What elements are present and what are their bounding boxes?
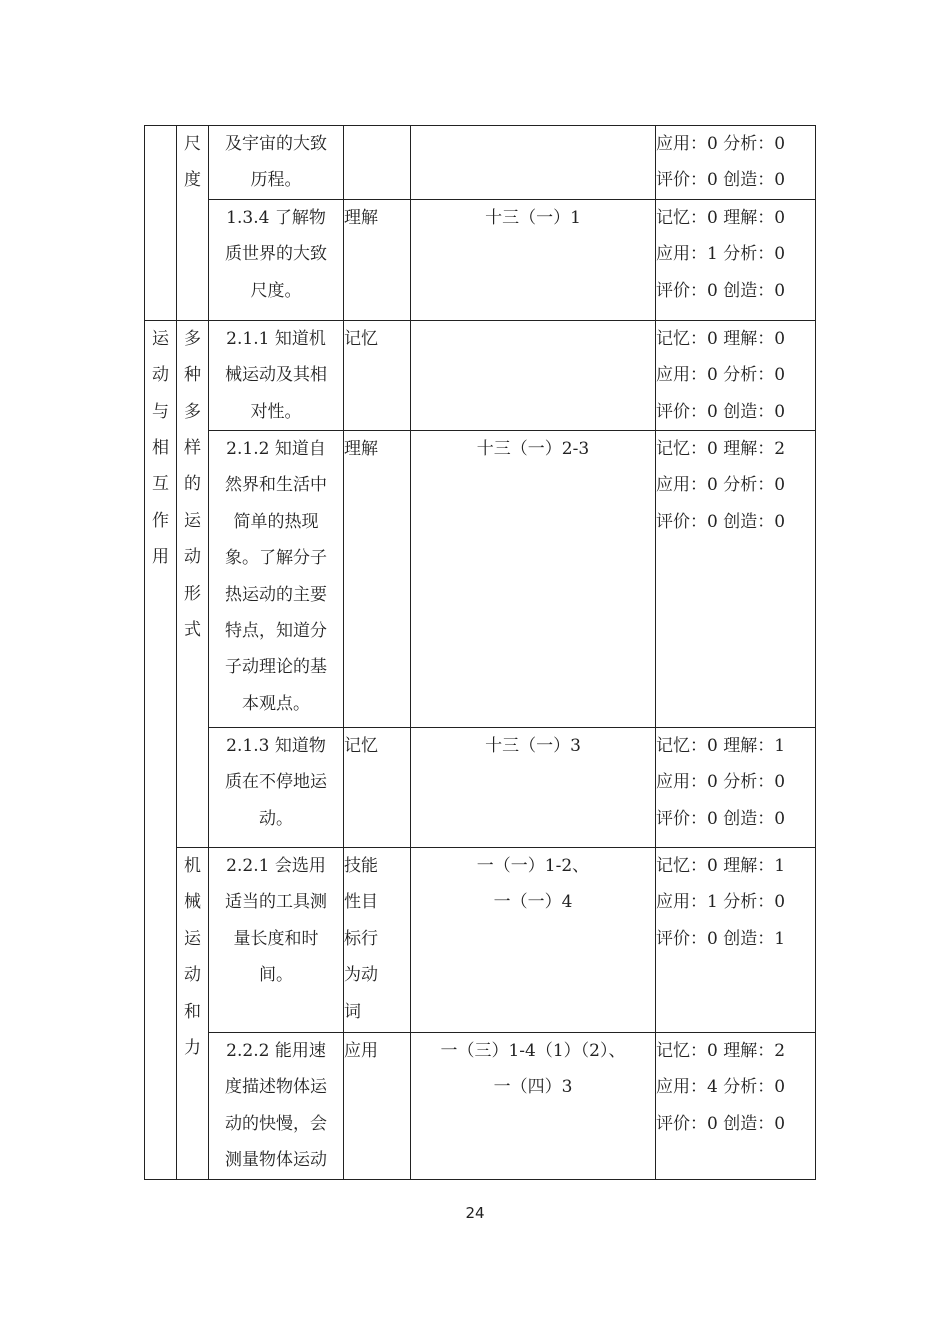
- cell-line: 尺: [184, 134, 201, 154]
- cell-line: 和: [184, 1001, 201, 1022]
- cell-line: 应用：0 分析：0: [656, 772, 786, 793]
- cell-line: 力: [184, 1038, 201, 1059]
- verb-cell: [344, 431, 411, 728]
- cell-line: 然界和生活中: [225, 475, 327, 496]
- cell-line: 质在不停地运: [225, 772, 327, 793]
- cell-line: 本观点。: [242, 693, 310, 714]
- cell-line: 械运动及其相: [225, 365, 327, 386]
- cell-line: 动的快慢，会: [225, 1113, 327, 1134]
- cell-line: 记忆：0 理解：2: [656, 439, 786, 460]
- standard-cell: [209, 728, 344, 848]
- cell-line: 多: [184, 401, 201, 422]
- cell-line: 一（一）4: [493, 892, 573, 913]
- table-row: [145, 320, 816, 430]
- cell-line: 互: [152, 474, 169, 495]
- cell-line: 的: [184, 474, 201, 495]
- verb-cell: [344, 320, 411, 430]
- cell-line: 应用：0 分析：0: [656, 365, 786, 386]
- cell-line: 1.3.4 了解物: [226, 207, 326, 228]
- cell-line: 式: [184, 620, 201, 641]
- cell-line: 应用: [344, 1041, 378, 1062]
- items-cell: [411, 728, 656, 848]
- cell-line: 评价：0 创造：0: [656, 401, 786, 422]
- cell-line: 为动: [344, 965, 378, 986]
- cell-line: 尺度。: [250, 280, 302, 301]
- cell-line: 十三（一）1: [485, 207, 581, 228]
- cell-line: 动: [152, 365, 169, 386]
- standard-cell: [209, 848, 344, 1033]
- cell-line: 样: [184, 438, 201, 459]
- cell-line: 2.2.1 会选用: [226, 856, 326, 877]
- cell-line: 形: [184, 583, 201, 604]
- standard-cell: [209, 431, 344, 728]
- cell-line: 一（四）3: [493, 1077, 573, 1098]
- cell-line: 动。: [259, 808, 293, 829]
- standard-cell: [209, 199, 344, 320]
- items-cell: [411, 848, 656, 1033]
- items-cell: [411, 431, 656, 728]
- table-row: [145, 728, 816, 848]
- cell-line: 运: [184, 928, 201, 949]
- evaluation-cell: [656, 848, 816, 1033]
- items-cell: [411, 320, 656, 430]
- cell-line: 十三（一）2-3: [476, 439, 590, 460]
- cell-line: 记忆：0 理解：1: [656, 736, 786, 757]
- table-row: [145, 848, 816, 1033]
- items-cell: [411, 126, 656, 200]
- cell-line: 象。了解分子: [225, 548, 327, 569]
- cell-line: 机: [184, 856, 201, 877]
- category-l1-cell: [145, 126, 177, 321]
- cell-line: 记忆: [344, 736, 378, 757]
- cell-line: 特点，知道分: [225, 621, 327, 642]
- items-cell: [411, 1033, 656, 1180]
- cell-line: 量长度和时: [233, 928, 319, 949]
- cell-line: 运: [152, 328, 169, 349]
- cell-line: 相: [152, 438, 169, 459]
- cell-line: 记忆: [344, 328, 378, 349]
- cell-line: 历程。: [250, 170, 302, 191]
- cell-line: 动: [184, 547, 201, 568]
- page-number: 24: [465, 1204, 485, 1222]
- cell-line: 及宇宙的大致: [225, 134, 327, 154]
- cell-line: 评价：0 创造：0: [656, 170, 786, 191]
- cell-line: 记忆：0 理解：0: [656, 207, 786, 228]
- cell-line: 记忆：0 理解：0: [656, 328, 786, 349]
- cell-line: 应用：0 分析：0: [656, 475, 786, 496]
- cell-line: 度描述物体运: [225, 1077, 327, 1098]
- cell-line: 测量物体运动: [225, 1150, 327, 1171]
- cell-line: 技能: [344, 856, 378, 877]
- evaluation-cell: [656, 320, 816, 430]
- cell-line: 一（三）1-4（1）（2）、: [440, 1041, 626, 1062]
- cell-line: 运: [184, 510, 201, 531]
- cell-line: 2.2.2 能用速: [226, 1041, 326, 1062]
- cell-line: 对性。: [250, 401, 302, 422]
- cell-line: 记忆：0 理解：1: [656, 856, 786, 877]
- cell-line: 作: [152, 510, 169, 531]
- cell-line: 质世界的大致: [225, 244, 327, 265]
- cell-line: 2.1.3 知道物: [226, 736, 326, 757]
- cell-line: 热运动的主要: [225, 584, 327, 605]
- verb-cell: [344, 728, 411, 848]
- cell-line: 应用：1 分析：0: [656, 244, 786, 265]
- cell-line: 理解: [344, 207, 378, 228]
- cell-line: 种: [184, 365, 201, 386]
- evaluation-cell: [656, 728, 816, 848]
- cell-line: 多: [184, 328, 201, 349]
- cell-line: 评价：0 创造：1: [656, 928, 786, 949]
- cell-line: 评价：0 创造：0: [656, 1113, 786, 1134]
- cell-line: 评价：0 创造：0: [656, 808, 786, 829]
- standard-cell: [209, 1033, 344, 1180]
- standard-cell: [209, 320, 344, 430]
- cell-line: 适当的工具测: [225, 892, 327, 913]
- evaluation-cell: [656, 126, 816, 200]
- cell-line: 子动理论的基: [225, 657, 327, 678]
- table-row: [145, 199, 816, 320]
- cell-line: 十三（一）3: [485, 736, 581, 757]
- cell-line: 动: [184, 965, 201, 986]
- cell-line: 记忆：0 理解：2: [656, 1041, 786, 1062]
- cell-line: 用: [152, 547, 169, 568]
- category-l1-cell: [145, 320, 177, 1179]
- table-row: [145, 126, 816, 200]
- standard-cell: [209, 126, 344, 200]
- cell-line: 2.1.1 知道机: [226, 328, 326, 349]
- items-cell: [411, 199, 656, 320]
- category-l2-cell: [177, 848, 209, 1180]
- verb-cell: [344, 199, 411, 320]
- cell-line: 度: [184, 170, 201, 191]
- cell-line: 应用：1 分析：0: [656, 892, 786, 913]
- category-l2-cell: [177, 126, 209, 321]
- cell-line: 应用：4 分析：0: [656, 1077, 786, 1098]
- cell-line: 2.1.2 知道自: [226, 439, 326, 460]
- cell-line: 间。: [259, 965, 293, 986]
- standards-table: [144, 125, 816, 1180]
- evaluation-cell: [656, 199, 816, 320]
- cell-line: 性目: [344, 892, 378, 913]
- cell-line: 械: [184, 892, 201, 913]
- category-l2-cell: [177, 320, 209, 847]
- evaluation-cell: [656, 1033, 816, 1180]
- verb-cell: [344, 848, 411, 1033]
- cell-line: 词: [344, 1001, 361, 1022]
- cell-line: 评价：0 创造：0: [656, 511, 786, 532]
- evaluation-cell: [656, 431, 816, 728]
- cell-line: 与: [152, 401, 169, 422]
- verb-cell: [344, 1033, 411, 1180]
- cell-line: 标行: [344, 928, 378, 949]
- cell-line: 应用：0 分析：0: [656, 134, 786, 154]
- cell-line: 简单的热现: [233, 511, 319, 532]
- table-row: [145, 1033, 816, 1180]
- table-row: [145, 431, 816, 728]
- cell-line: 理解: [344, 439, 378, 460]
- cell-line: 一（一）1-2、: [476, 856, 590, 877]
- cell-line: 评价：0 创造：0: [656, 280, 786, 301]
- verb-cell: [344, 126, 411, 200]
